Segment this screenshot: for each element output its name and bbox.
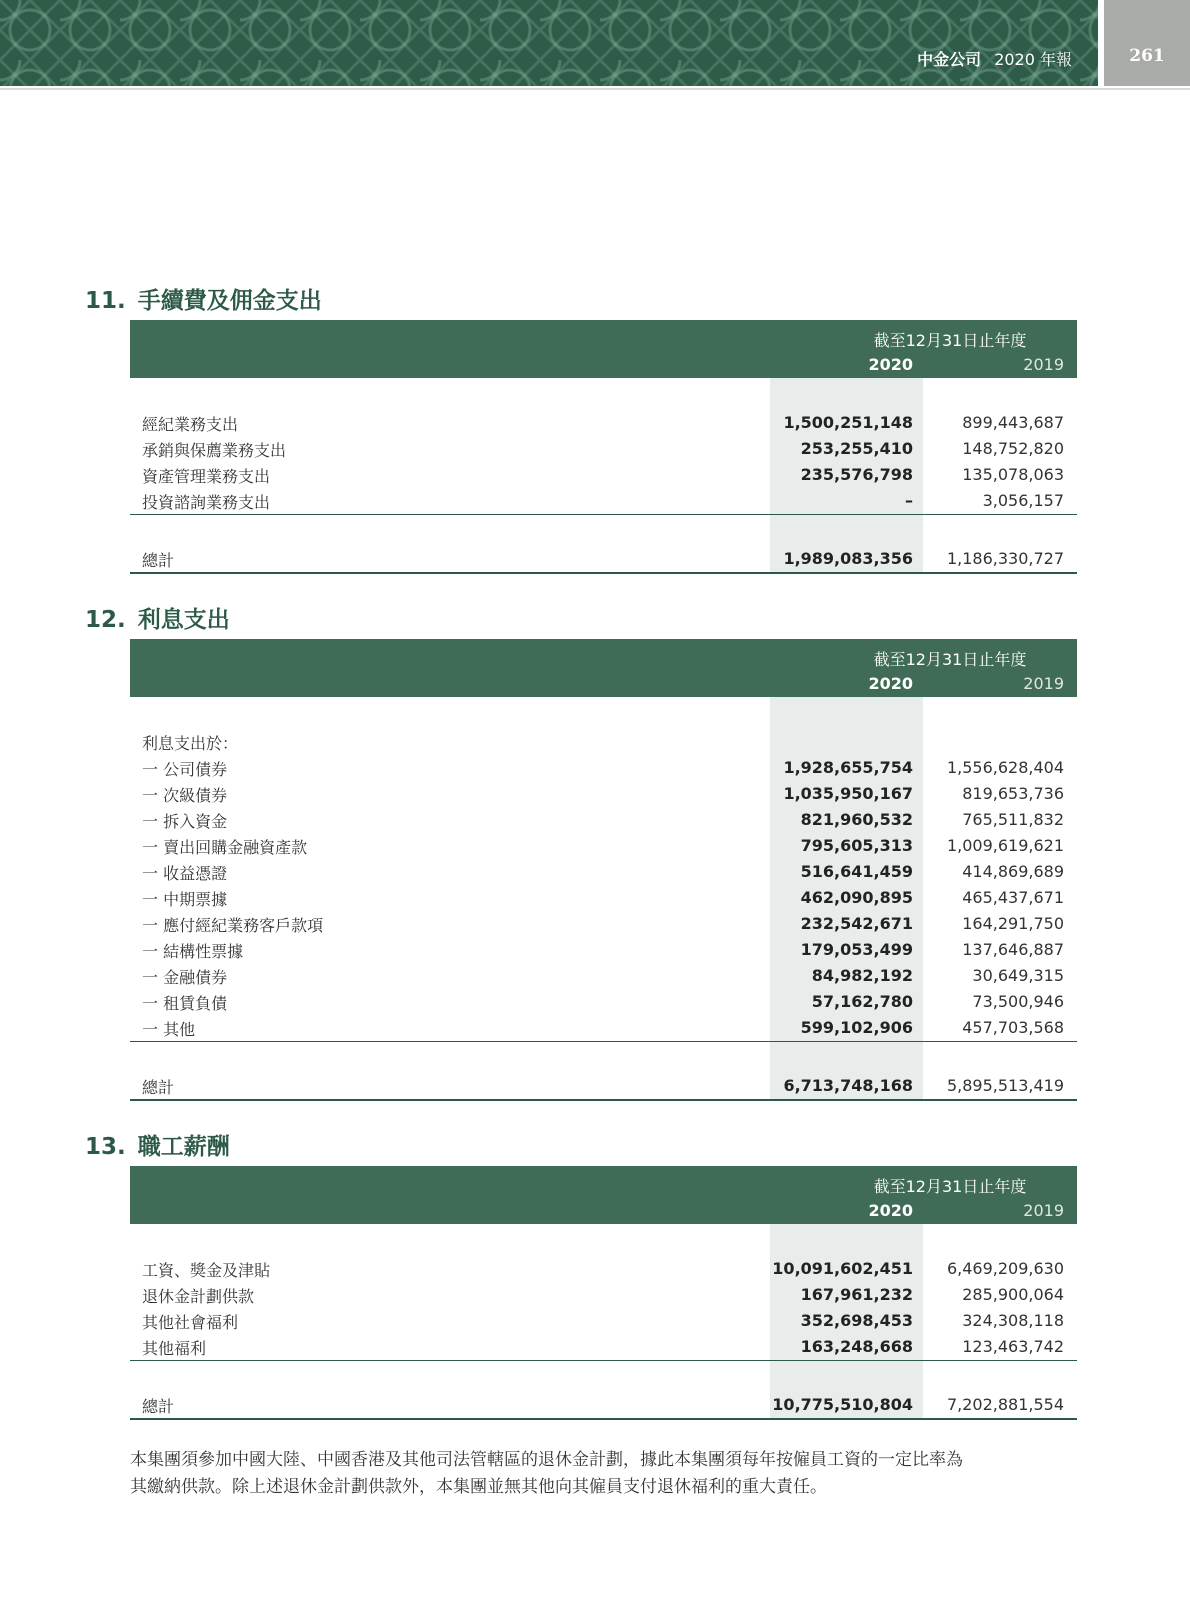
table-header	[130, 320, 1077, 378]
page-number-box	[1104, 0, 1190, 86]
year-2020-header: 2020	[868, 355, 913, 374]
table-row: 一 租賃負債 57,162,780 73,500,946	[142, 992, 1064, 1013]
table-row: 工資、獎金及津貼 10,091,602,451 6,469,209,630	[142, 1259, 1064, 1280]
table-row: 退休金計劃供款 167,961,232 285,900,064	[142, 1285, 1064, 1306]
note-line: 其繳納供款。除上述退休金計劃供款外，本集團並無其他向其僱員支付退休福利的重大責任。	[130, 1477, 827, 1497]
period-label: 截至12月31日止年度	[873, 650, 1027, 669]
table-row: 一 拆入資金 821,960,532 765,511,832	[142, 810, 1064, 831]
total-rule	[130, 1418, 1077, 1420]
table-row: 一 收益憑證 516,641,459 414,869,689	[142, 862, 1064, 883]
table-row: 一 其他 599,102,906 457,703,568	[142, 1018, 1064, 1039]
retirement-note	[130, 1447, 1080, 1501]
year-2020-header: 2020	[868, 674, 913, 693]
table-row: 一 中期票據 462,090,895 465,437,671	[142, 888, 1064, 909]
year-2019-header: 2019	[1023, 355, 1064, 374]
total-rule	[130, 572, 1077, 574]
header-banner	[0, 0, 1098, 86]
table-row: 一 金融債券 84,982,192 30,649,315	[142, 966, 1064, 987]
section-title: 13. 職工薪酬	[85, 1134, 230, 1160]
total-rule	[130, 1099, 1077, 1101]
table-header	[130, 639, 1077, 697]
company-name: 中金公司	[917, 50, 982, 69]
subtotal-rule	[130, 1360, 1077, 1361]
table-row: 一 公司債券 1,928,655,754 1,556,628,404	[142, 758, 1064, 779]
subtotal-rule	[130, 514, 1077, 515]
section-title: 12. 利息支出	[85, 607, 230, 633]
report-name: 2020 年報	[994, 50, 1072, 69]
table-subheading: 利息支出於：	[142, 734, 239, 753]
table-row: 一 應付經紀業務客戶款項 232,542,671 164,291,750	[142, 914, 1064, 935]
section-title: 11. 手續費及佣金支出	[85, 288, 322, 314]
period-label: 截至12月31日止年度	[873, 331, 1027, 350]
table-row: 承銷與保薦業務支出 253,255,410 148,752,820	[142, 439, 1064, 460]
year-2019-header: 2019	[1023, 1201, 1064, 1220]
total-row: 總計 1,989,083,356 1,186,330,727	[142, 549, 1064, 570]
table-row: 投資諮詢業務支出 – 3,056,157	[142, 491, 1064, 512]
period-label: 截至12月31日止年度	[873, 1177, 1027, 1196]
table-row: 一 結構性票據 179,053,499 137,646,887	[142, 940, 1064, 961]
table-row: 一 次級債券 1,035,950,167 819,653,736	[142, 784, 1064, 805]
year-2019-header: 2019	[1023, 674, 1064, 693]
note-line: 本集團須參加中國大陸、中國香港及其他司法管轄區的退休金計劃，據此本集團須每年按僱員工資的一定比率為	[130, 1450, 963, 1470]
table-header	[130, 1166, 1077, 1224]
table-row: 一 賣出回購金融資產款 795,605,313 1,009,619,621	[142, 836, 1064, 857]
total-row: 總計 10,775,510,804 7,202,881,554	[142, 1395, 1064, 1416]
table-row: 經紀業務支出 1,500,251,148 899,443,687	[142, 413, 1064, 434]
table-row: 資產管理業務支出 235,576,798 135,078,063	[142, 465, 1064, 486]
table-row: 其他福利 163,248,668 123,463,742	[142, 1337, 1064, 1358]
year-2020-header: 2020	[868, 1201, 913, 1220]
header-rule	[0, 88, 1190, 90]
table-row: 其他社會福利 352,698,453 324,308,118	[142, 1311, 1064, 1332]
total-row: 總計 6,713,748,168 5,895,513,419	[142, 1076, 1064, 1097]
subtotal-rule	[130, 1041, 1077, 1042]
page-number: 261	[1129, 46, 1165, 66]
header-title	[917, 47, 1072, 70]
